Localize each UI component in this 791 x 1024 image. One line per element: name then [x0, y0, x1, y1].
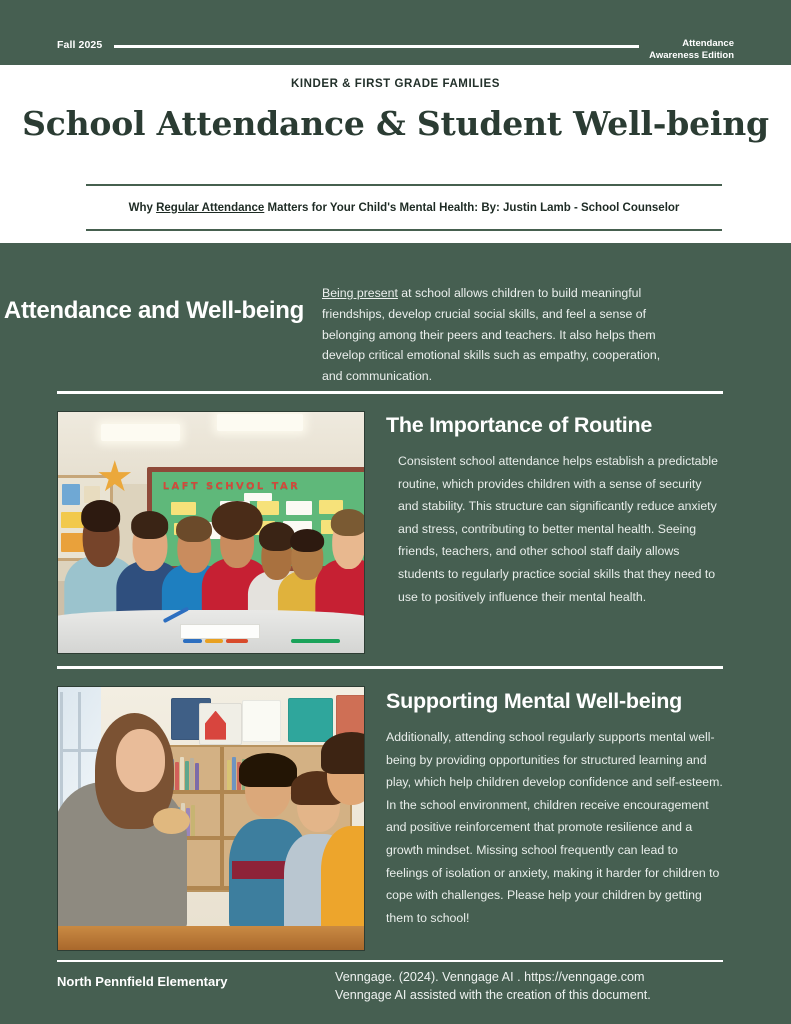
section-3-heading: Supporting Mental Well-being [386, 689, 682, 713]
student-7 [315, 501, 365, 626]
divider-2 [57, 666, 723, 669]
masthead [0, 65, 791, 243]
credit-line-1: Venngage. (2024). Venngage AI . https://venngage.com [335, 970, 645, 984]
section-1-lead-emphasis: Being present [322, 286, 398, 300]
classroom-students-photo [57, 411, 365, 654]
page-title: School Attendance & Student Well-being [22, 104, 769, 143]
poster-4 [288, 698, 334, 743]
top-bar-content [57, 33, 734, 61]
notebook [180, 624, 260, 638]
attribution-credit [335, 969, 651, 1004]
divider-3 [57, 960, 723, 962]
section-supporting-mental-wellbeing [57, 686, 723, 951]
footer [57, 969, 723, 1004]
section-attendance-wellbeing [0, 283, 791, 387]
teacher-and-students-photo [57, 686, 365, 951]
section-1-body-text: at school allows children to build meaningful friendships, develop crucial social skills, and feel a sense of belonging among their peers and teachers. It also helps them develop critical emotional skills such as empathy, cooperation, and communication. [322, 286, 661, 384]
subtitle-bar [86, 184, 722, 231]
issue-date: Fall 2025 [57, 39, 103, 51]
section-1-heading: Attendance and Well-being [3, 297, 304, 324]
poster-3 [242, 700, 282, 742]
divider-1 [57, 391, 723, 394]
section-3-paragraph: Additionally, attending school regularly supports mental well-being by providing opportunities for structured learning and play, which help children develop confidence and self-esteem. In the school environment, children receive encouragement and positive reinforcement that promote resilience and a growth mindset. Missing school frequently can lead to feelings of isolation or anxiety, making it harder for children to cope with challenges. Please help your children by getting them to school! [386, 730, 723, 925]
poster-5 [336, 695, 365, 737]
teacher-hands [153, 808, 190, 834]
audience-kicker: KINDER & FIRST GRADE FAMILIES [291, 78, 500, 90]
subtitle-post: Matters for Your Child's Mental Health: By: Justin Lamb - School Counselor [264, 201, 680, 214]
school-name: North Pennfield Elementary [57, 974, 228, 989]
credit-line-2: Venngage AI assisted with the creation of this document. [335, 987, 651, 1002]
section-1-paragraph [322, 283, 662, 387]
subtitle-pre: Why [128, 201, 157, 214]
section-3-text [386, 686, 723, 951]
bulletin-board-text: LAFT SCHVOL TAR [162, 480, 301, 492]
library-table [57, 926, 365, 950]
edition-line-2: Awareness Edition [649, 50, 734, 61]
header-divider-rule [114, 45, 639, 48]
section-2-heading: The Importance of Routine [386, 413, 653, 437]
top-bar [0, 0, 791, 65]
section-2-paragraph: Consistent school attendance helps establish a predictable routine, which provides children with a sense of security and stability. This structure can significantly reduce anxiety and stress, contributing to better mental health. Seeing friends, teachers, and other school staff daily allows students to regularly practice social skills that they need to use to positively influence their mental health. [398, 454, 718, 604]
subtitle-text [129, 202, 680, 214]
section-importance-of-routine [57, 411, 723, 654]
content-area [0, 243, 791, 1024]
edition-line-1: Attendance [682, 38, 734, 49]
library-student-3-body [321, 826, 365, 936]
section-2-text [386, 411, 723, 654]
edition-label [649, 38, 734, 62]
teacher-face [116, 729, 165, 792]
subtitle-emphasis: Regular Attendance [156, 201, 265, 214]
library-student-1-hair [239, 753, 297, 787]
